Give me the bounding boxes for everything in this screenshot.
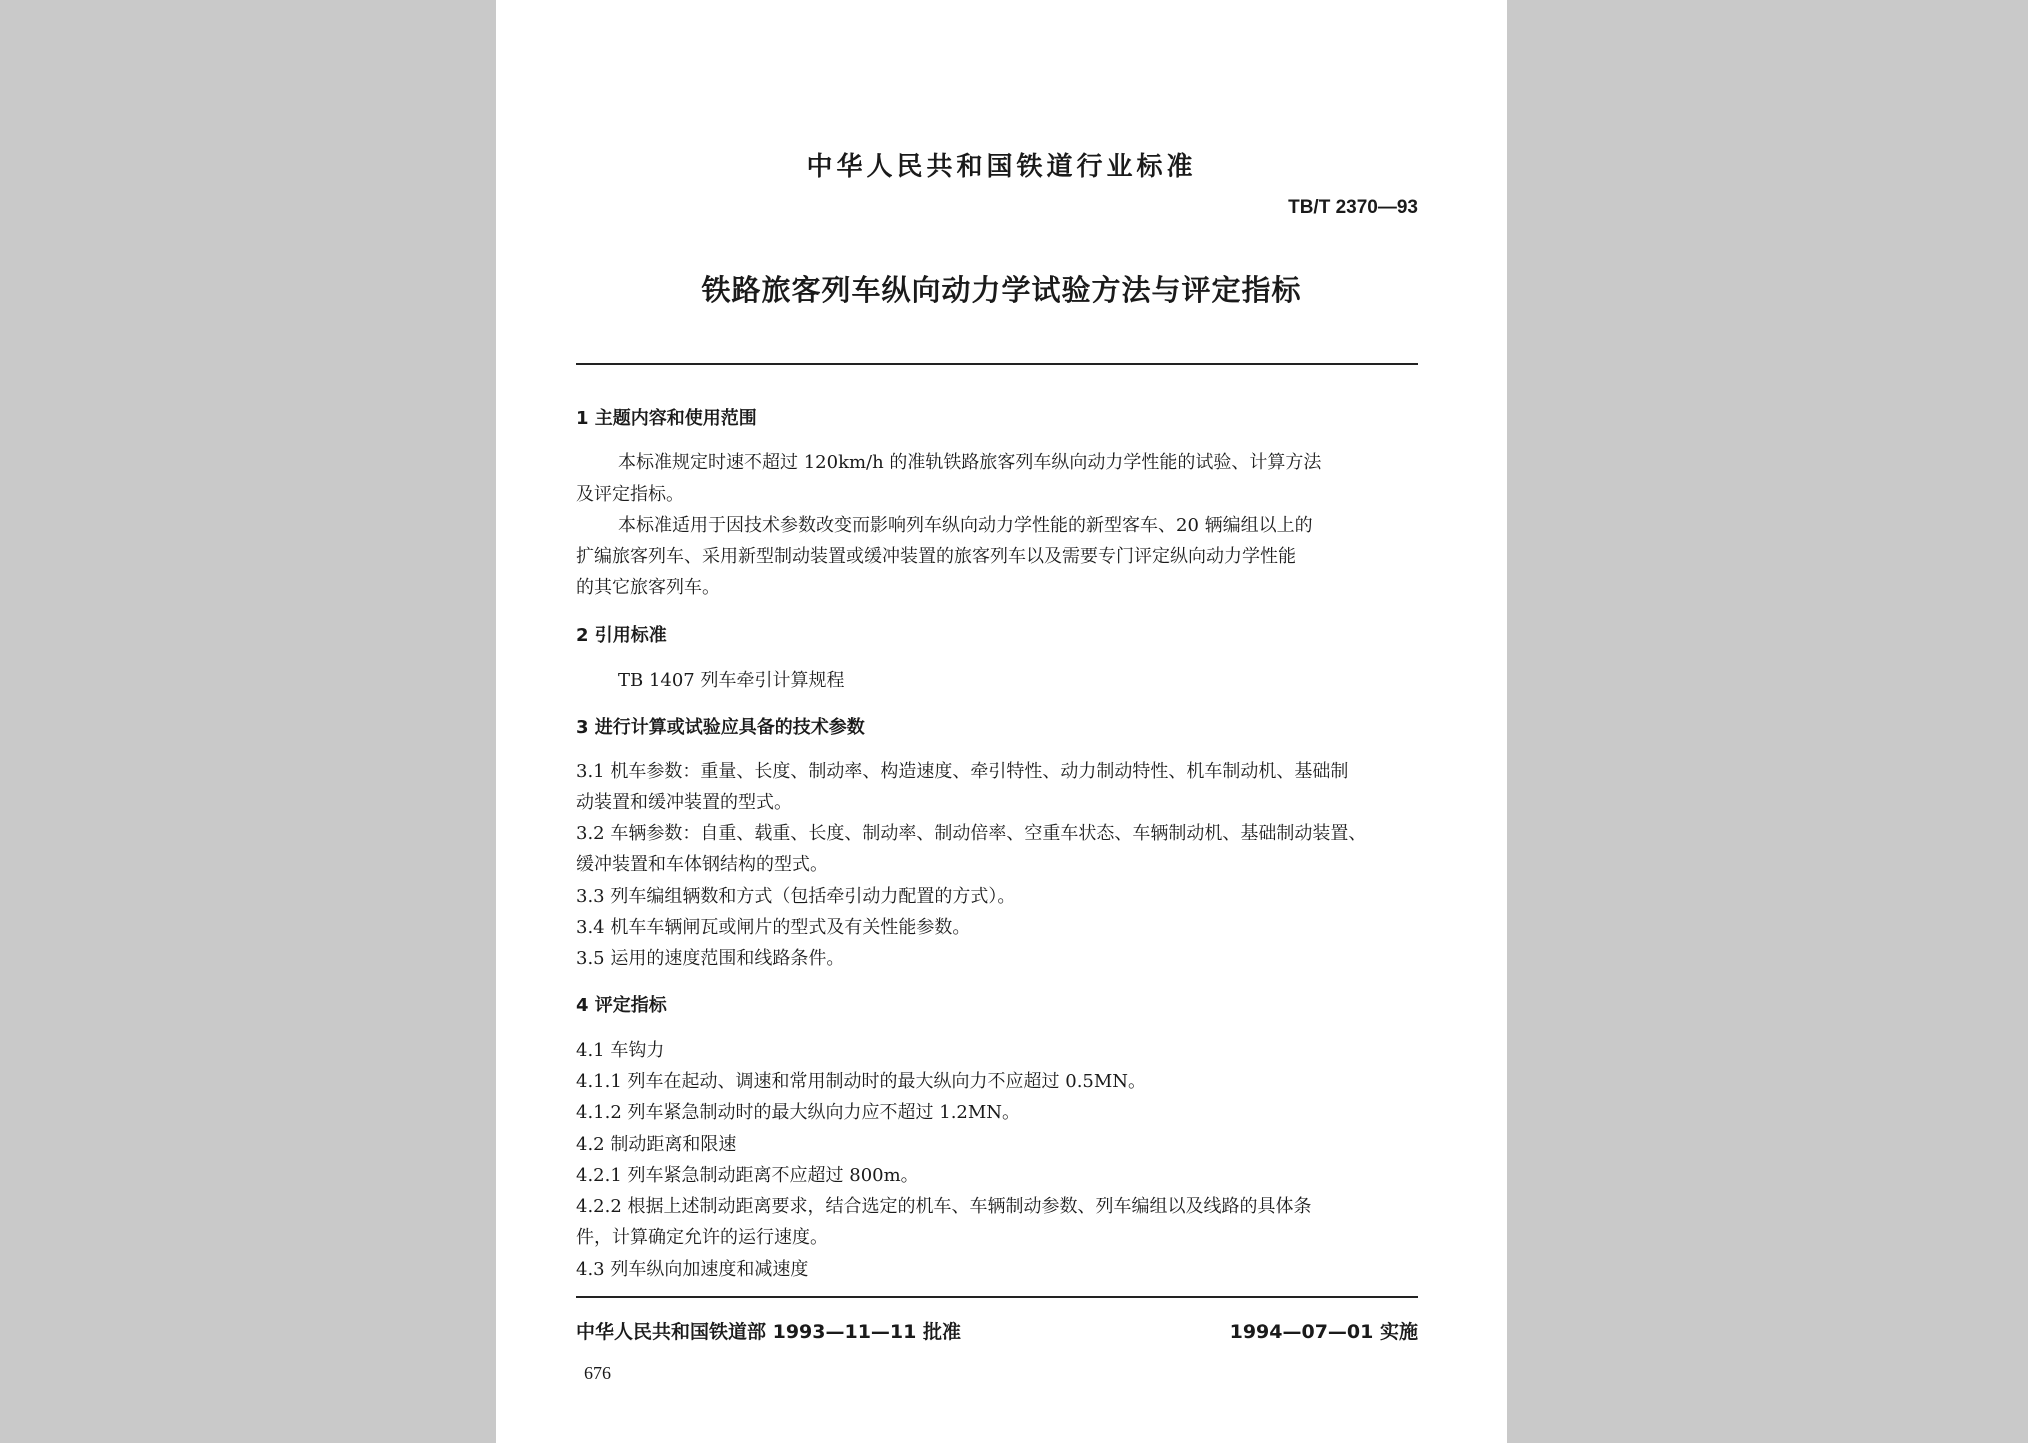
section-1-para-2-line-1: 本标准适用于因技术参数改变而影响列车纵向动力学性能的新型客车、20 辆编组以上的: [618, 515, 1313, 536]
document-title: 铁路旅客列车纵向动力学试验方法与评定指标: [701, 273, 1302, 307]
approval-line: 中华人民共和国铁道部 1993—11—11 批准: [576, 1321, 961, 1343]
section-1-para-1-line-1: 本标准规定时速不超过 120km/h 的准轨铁路旅客列车纵向动力学性能的试验、计算方法: [618, 452, 1322, 473]
clause-4-1-1: 4.1.1 列车在起动、调速和常用制动时的最大纵向力不应超过 0.5MN。: [576, 1071, 1147, 1092]
section-1-para-1-line-2: 及评定指标。: [576, 484, 684, 505]
clause-4-1-2: 4.1.2 列车紧急制动时的最大纵向力应不超过 1.2MN。: [576, 1102, 1021, 1123]
footer-divider: [576, 1296, 1418, 1298]
document-page: [496, 0, 1507, 1443]
clause-3-5: 3.5 运用的速度范围和线路条件。: [576, 948, 845, 969]
section-1-para-2-line-3: 的其它旅客列车。: [576, 577, 720, 598]
clause-3-4: 3.4 机车车辆闸瓦或闸片的型式及有关性能参数。: [576, 917, 971, 938]
issuing-standard-heading: 中华人民共和国铁道行业标准: [806, 152, 1197, 182]
section-1-heading: 1 主题内容和使用范围: [576, 408, 757, 429]
referenced-standard: TB 1407 列车牵引计算规程: [618, 670, 845, 691]
effective-date: 1994—07—01 实施: [1229, 1321, 1418, 1343]
section-4-heading: 4 评定指标: [576, 995, 667, 1016]
section-3-heading: 3 进行计算或试验应具备的技术参数: [576, 717, 865, 738]
clause-4-2-2-line-1: 4.2.2 根据上述制动距离要求，结合选定的机车、车辆制动参数、列车编组以及线路的具体条: [576, 1196, 1312, 1217]
clause-3-2-line-1: 3.2 车辆参数：自重、载重、长度、制动率、制动倍率、空重车状态、车辆制动机、基础制动装置、: [576, 823, 1367, 844]
clause-4-2: 4.2 制动距离和限速: [576, 1134, 737, 1155]
section-2-heading: 2 引用标准: [576, 625, 667, 646]
clause-4-2-1: 4.2.1 列车紧急制动距离不应超过 800m。: [576, 1165, 919, 1186]
clause-3-3: 3.3 列车编组辆数和方式（包括牵引动力配置的方式）。: [576, 886, 1016, 907]
clause-4-2-2-line-2: 件，计算确定允许的运行速度。: [576, 1227, 828, 1248]
clause-4-3: 4.3 列车纵向加速度和减速度: [576, 1259, 809, 1280]
clause-3-1-line-2: 动装置和缓冲装置的型式。: [576, 792, 792, 813]
clause-3-1-line-1: 3.1 机车参数：重量、长度、制动率、构造速度、牵引特性、动力制动特性、机车制动机、基础制: [576, 761, 1349, 782]
section-1-para-2-line-2: 扩编旅客列车、采用新型制动装置或缓冲装置的旅客列车以及需要专门评定纵向动力学性能: [576, 546, 1296, 567]
title-divider: [576, 363, 1418, 365]
page-number: 676: [584, 1363, 611, 1383]
standard-code: TB/T 2370—93: [1288, 197, 1418, 218]
clause-4-1: 4.1 车钩力: [576, 1040, 665, 1061]
clause-3-2-line-2: 缓冲装置和车体钢结构的型式。: [576, 854, 828, 875]
